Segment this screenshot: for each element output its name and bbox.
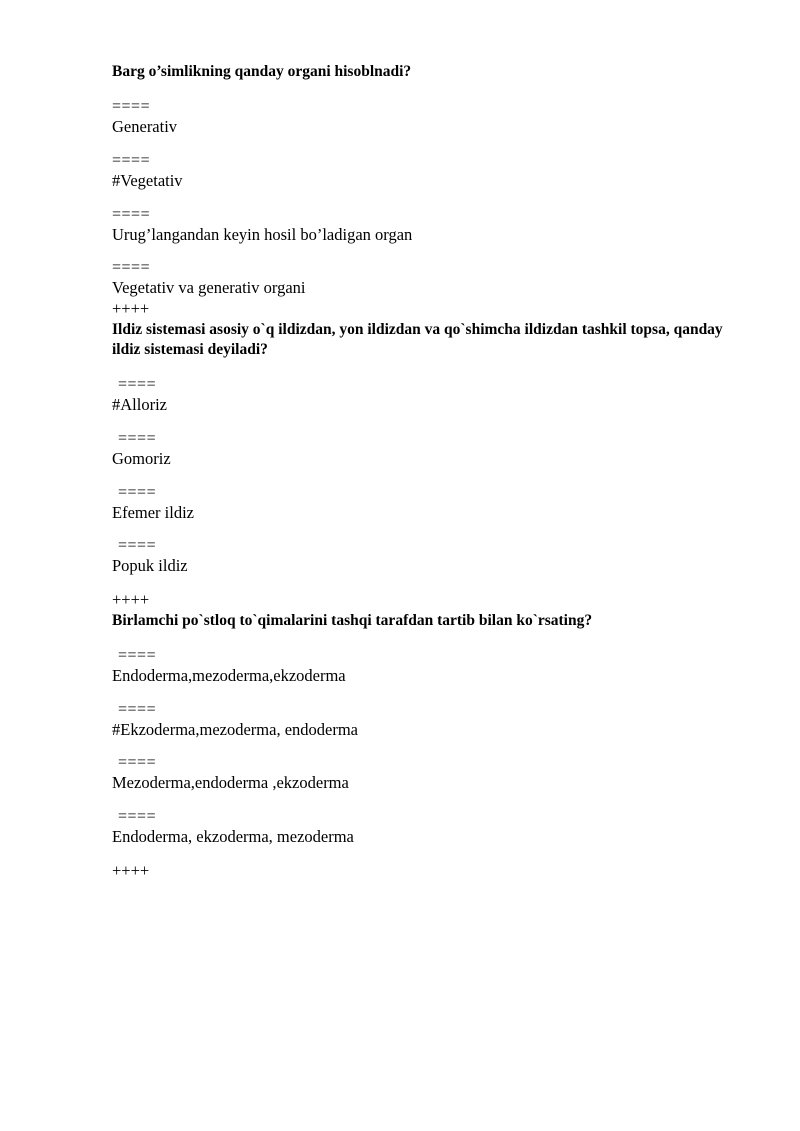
answer-option: Endoderma, ekzoderma, mezoderma [112,826,354,846]
answer-option: Generativ [112,117,178,137]
answer-option: #Alloriz [112,395,167,415]
question-prompt: Birlamchi po`stloq to`qimalarini tashqi tarafdan tartib bilan ko`rsating? [112,611,593,629]
answer-separator: ==== [112,152,151,170]
answer-option: Gomoriz [112,449,171,469]
answer-separator: ==== [112,205,151,223]
answer-separator: ==== [118,430,157,448]
question-block-end: ++++ [112,589,150,609]
answer-separator: ==== [112,259,151,277]
answer-option: Urug’langandan keyin hosil bo’ladigan organ [112,224,413,244]
answer-option: #Ekzoderma,mezoderma, endoderma [112,719,359,739]
answer-option: Efemer ildiz [112,502,195,522]
answer-option: Vegetativ va generativ organi [112,278,306,298]
answer-option: Endoderma,mezoderma,ekzoderma [112,666,346,686]
answer-separator: ==== [118,537,157,555]
answer-separator: ==== [118,483,157,501]
document-body [112,62,728,881]
answer-option: Mezoderma,endoderma ,ekzoderma [112,773,349,793]
answer-separator: ==== [118,807,157,825]
answer-separator: ==== [118,647,157,665]
answer-separator: ==== [112,98,151,116]
question-prompt: Barg o’simlikning qanday organi hisoblnadi? [112,63,412,80]
question-prompt: Ildiz sistemasi asosiy o`q ildizdan, yon ildizdan va qo`shimcha ildizdan tashkil topsa, qanday ildiz sistemasi deyiladi? [112,320,723,359]
question-block-end: ++++ [112,298,150,318]
answer-option: Popuk ildiz [112,556,188,576]
answer-separator: ==== [118,754,157,772]
answer-separator: ==== [118,700,157,718]
question-block-end: ++++ [112,860,150,880]
answer-option: #Vegetativ [112,171,183,191]
answer-separator: ==== [118,376,157,394]
